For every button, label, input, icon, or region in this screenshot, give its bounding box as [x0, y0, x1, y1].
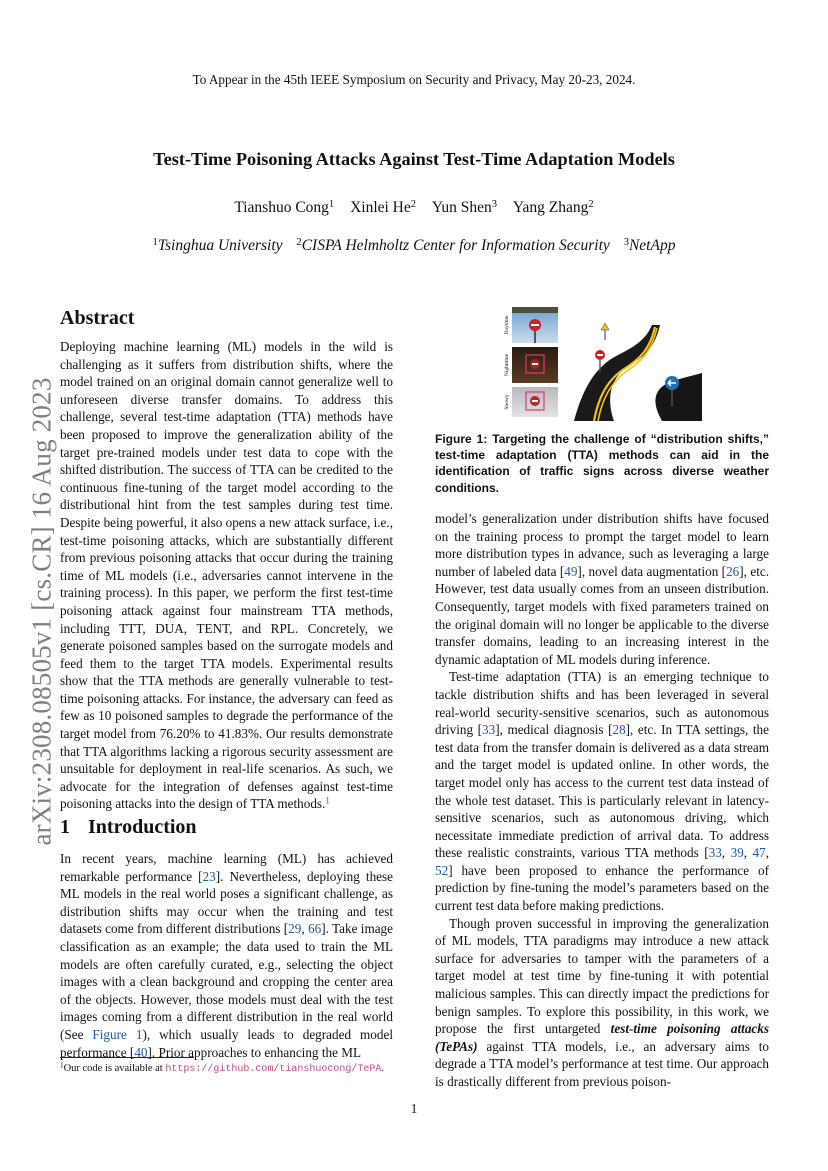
- citation-link[interactable]: 52: [435, 862, 449, 878]
- citation-link[interactable]: 47: [752, 845, 766, 861]
- footnote-rule: [60, 1057, 194, 1058]
- venue-line: To Appear in the 45th IEEE Symposium on Security and Privacy, May 20-23, 2024.: [192, 72, 636, 87]
- tepas-term: test-time poisoning attacks (TePAs): [435, 1021, 769, 1054]
- right-column-text: model’s generalization under distribution shifts have focused on the training process to prompt the target model to learn more distribution types in advance, such as leveraging a large number of labeled data [49], novel data augmentation [26], etc. However, test data usually comes from an unseen distribution. Consequently, target models with fixed parameters trained on the original domain will no longer be applicable to the diverse transfer domains, leading to an increasing interest in the dynamic adaptation of ML models during inference. Test-time adaptation (TTA) is an emerging technique to tackle distribution shifts and has been leveraged in several real-world security-sensitive scenarios, such as autonomous driving [33], medical diagnosis [28], etc. In TTA settings, the test data from the transfer domain is delivered as a data stream and the target model is updated online. In other words, the target model only has access to the current test data instead of the whole test dataset. This is particularly relevant in latency-sensitive scenarios, such as autonomous driving, which necessitate immediate prediction of arrival data. To address these realistic constraints, various TTA methods [33, 39, 47, 52] have been proposed to enhance the performance of prediction by fine-tuning the model’s parameters based on the current test data before making predictions. Though proven successful in improving the generalization of ML models, TTA paradigms may introduce a new attack surface for adversaries to tamper with the parameters of a target model at test time by fine-tuning it with potential malicious samples. This can directly impact the predictions for benign samples. To explore this possibility, in this work, we propose the first untargeted test-time poisoning attacks (TePAs) against TTA models, i.e., an adversary aims to degrade a TTA model’s performance at test time. Our approach is drastically different from previous poison-: [435, 511, 770, 1089]
- footnote: $^1$Our code is available at https://github.com/tianshuocong/TePA.: [60, 1061, 384, 1075]
- citation-link[interactable]: 29: [288, 921, 302, 937]
- author: Xinlei He$^2$: [350, 198, 417, 216]
- author: Yun Shen$^3$: [431, 198, 498, 216]
- nighttime-label: Nighttime: [504, 353, 510, 377]
- citation-link[interactable]: 33: [482, 722, 496, 738]
- author: Yang Zhang$^2$: [512, 198, 594, 216]
- intro-heading: 1 Introduction: [60, 816, 197, 838]
- intro-text: In recent years, machine learning (ML) has achieved remarkable performance [23]. Nevertheless, deploying these ML models in the real world poses a significant challenge, as distribution shifts may occur when the training and test datasets come from different distributions [29, 66]. Take image classification as an example; the data used to train the ML models are often carefully curated, e.g., selecting the object images with a clean background and cropping the center area of the objects. However, those models must deal with the test images coming from a different distribution in the real world (See Figure 1), which usually leads to degraded model performance [40]. Prior approaches to enhancing the ML: [60, 851, 394, 1060]
- arxiv-stamp: arXiv:2308.08505v1 [cs.CR] 16 Aug 2023: [26, 377, 57, 846]
- affiliation: $^1$Tsinghua University: [152, 236, 283, 254]
- author-list: [0, 199, 828, 217]
- citation-link[interactable]: 40: [134, 1044, 148, 1060]
- figure-link[interactable]: Figure 1: [92, 1026, 143, 1042]
- abstract-heading: Abstract: [60, 307, 135, 329]
- paper-title: Test-Time Poisoning Attacks Against Test-Time Adaptation Models: [153, 149, 675, 169]
- code-url-link[interactable]: https://github.com/tianshuocong/TePA: [165, 1064, 382, 1075]
- daytime-label: Daytime: [504, 315, 510, 335]
- citation-link[interactable]: 66: [308, 921, 322, 937]
- citation-link[interactable]: 28: [612, 722, 626, 738]
- citation-link[interactable]: 23: [202, 868, 216, 884]
- citation-link[interactable]: 33: [708, 845, 722, 861]
- snowy-label: Snowy: [504, 394, 510, 410]
- citation-link[interactable]: 26: [726, 563, 740, 579]
- abstract-text: Deploying machine learning (ML) models in the wild is challenging as it suffers from distribution shifts, where the model trained on an original domain cannot generalize well to unforeseen diverse transfer domains. To address this challenge, several test-time adaptation (TTA) methods have been proposed to improve the generalization ability of the target pre-trained models under test data to cope with the shifted distribution. The success of TTA can be credited to the continuous fine-tuning of the target model according to the distributional hint from the test samples during test time. Despite being powerful, it also opens a new attack surface, i.e., test-time poisoning attacks, which are substantially different from previous poisoning attacks that occur during the training time of ML models (i.e., adversaries cannot intervene in the training process). In this paper, we perform the first test-time poisoning attack against four mainstream TTA methods, including TTT, DUA, TENT, and RPL. Concretely, we generate poisoned samples based on the surrogate models and feed them to the target TTA models. Experimental results show that the TTA methods are generally vulnerable to test-time poisoning attacks. For instance, the adversary can feed as few as 10 poisoned samples to degrade the performance of the target model from 76.20% to 41.83%. Our results demonstrate that TTA algorithms lacking a rigorous security assessment are unsuitable for deployment in real-life scenarios. As such, we advocate for the integration of defenses against test-time poisoning attacks into the design of TTA methods.$^1$: [60, 339, 393, 812]
- affiliation: $^3$NetApp: [623, 236, 676, 254]
- warning-sign-icon: [601, 323, 609, 330]
- citation-link[interactable]: 39: [730, 845, 744, 861]
- author: Tianshuo Cong$^1$: [234, 198, 335, 216]
- footnote-link[interactable]: 1: [325, 796, 330, 807]
- citation-link[interactable]: 49: [564, 563, 578, 579]
- affiliation-list: [0, 237, 828, 255]
- figure-1-illustration: [502, 303, 702, 421]
- figure-1-caption: Figure 1: Targeting the challenge of “distribution shifts,” test-time adaptation (TTA) methods can aid in the identification of traffic signs across diverse weather conditions.: [435, 432, 769, 495]
- page-number: 1: [410, 1101, 418, 1116]
- affiliation: $^2$CISPA Helmholtz Center for Information Security: [296, 236, 610, 254]
